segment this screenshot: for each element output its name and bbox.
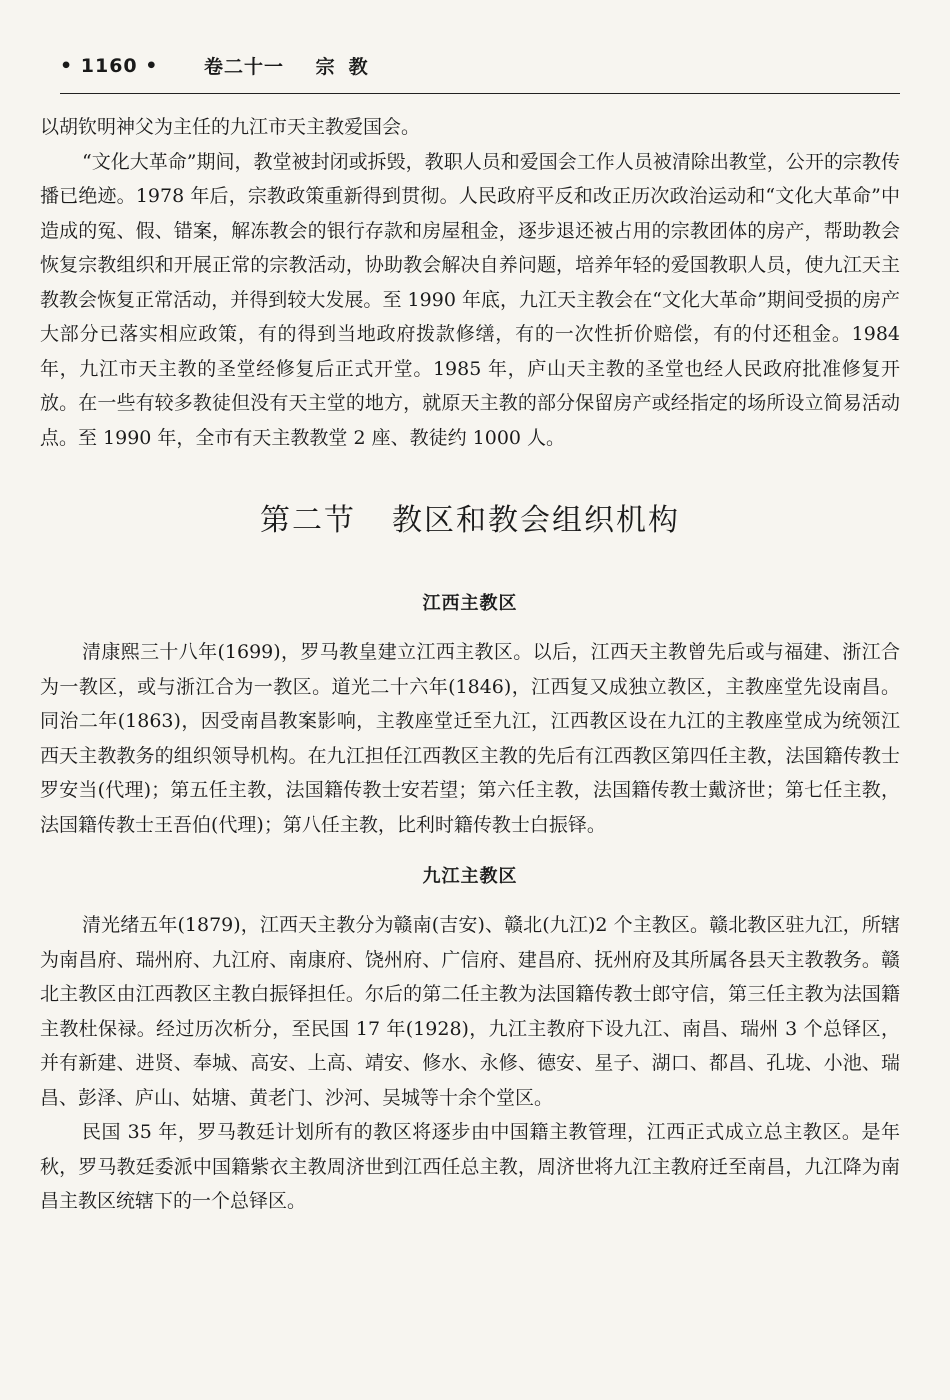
paragraph: 以胡钦明神父为主任的九江市天主教爱国会。: [40, 116, 421, 138]
section-number: 第二节: [260, 503, 356, 538]
paragraph: “文化大革命”期间，教堂被封闭或拆毁，教职人员和爱国会工作人员被清除出教堂，公开的宗教传播已绝迹。1978 年后，宗教政策重新得到贯彻。人民政府平反和改正历次政治运动和“文化大革命”中造成的冤、假、错案，解冻教会的银行存款和房屋租金，逐步退还被占用的宗教团体的房产，帮助教会恢复宗教组织和开展正常的宗教活动，协助教会解决自养问题，培养年轻的爱国教职人员，使九江天主教教会恢复正常活动，并得到较大发展。至 1990 年底，九江天主教会在“文化大革命”期间受损的房产大部分已落实相应政策，有的得到当地政府拨款修缮，有的一次性折价赔偿，有的付还租金。1984 年，九江市天主教的圣堂经修复后正式开堂。1985 年，庐山天主教的圣堂也经人民政府批准修复开放。在一些有较多教徒但没有天主堂的地方，就原天主教的部分保留房产或经指定的场所设立简易活动点。至 1990 年，全市有天主教教堂 2 座、教徒约 1000 人。: [40, 150, 900, 449]
subsection-heading: 江西主教区: [422, 593, 518, 614]
header-rule: [60, 93, 900, 94]
chapter-subject: 宗教: [315, 56, 382, 78]
paragraph: 民国 35 年，罗马教廷计划所有的教区将逐步由中国籍主教管理，江西正式成立总主教区。是年秋，罗马教廷委派中国籍紫衣主教周济世到江西任总主教，周济世将九江主教府迁至南昌，九江降为南昌主教区统辖下的一个总铎区。: [40, 1121, 900, 1212]
section-title: 教区和教会组织机构: [392, 503, 680, 538]
page-number: • 1160 •: [60, 54, 159, 77]
section-heading: [40, 501, 900, 541]
paragraph: 清康熙三十八年(1699)，罗马教皇建立江西主教区。以后，江西天主教曾先后或与福建、浙江合为一教区，或与浙江合为一教区。道光二十六年(1846)，江西复又成独立教区，主教座堂先设南昌。同治二年(1863)，因受南昌教案影响，主教座堂迁至九江，江西教区设在九江的主教座堂成为统领江西天主教教务的组织领导机构。在九江担任江西教区主教的先后有江西教区第四任主教，法国籍传教士罗安当(代理)；第五任主教，法国籍传教士安若望；第六任主教，法国籍传教士戴济世；第七任主教，法国籍传教士王吾伯(代理)；第八任主教，比利时籍传教士白振铎。: [40, 641, 900, 836]
page-body: [40, 110, 900, 1219]
running-header: [60, 52, 900, 88]
paragraph: 清光绪五年(1879)，江西天主教分为赣南(吉安)、赣北(九江)2 个主教区。赣北教区驻九江，所辖为南昌府、瑞州府、九江府、南康府、饶州府、广信府、建昌府、抚州府及其所属各县天主教教务。赣北主教区由江西教区主教白振铎担任。尔后的第二任主教为法国籍传教士郎守信，第三任主教为法国籍主教杜保禄。经过历次析分，至民国 17 年(1928)，九江主教府下设九江、南昌、瑞州 3 个总铎区，并有新建、进贤、奉城、高安、上高、靖安、修水、永修、德安、星子、湖口、都昌、孔垅、小池、瑞昌、彭泽、庐山、姑塘、黄老门、沙河、吴城等十余个堂区。: [40, 914, 900, 1109]
chapter-title: 卷二十一: [204, 56, 285, 78]
subsection-heading: 九江主教区: [422, 866, 518, 887]
